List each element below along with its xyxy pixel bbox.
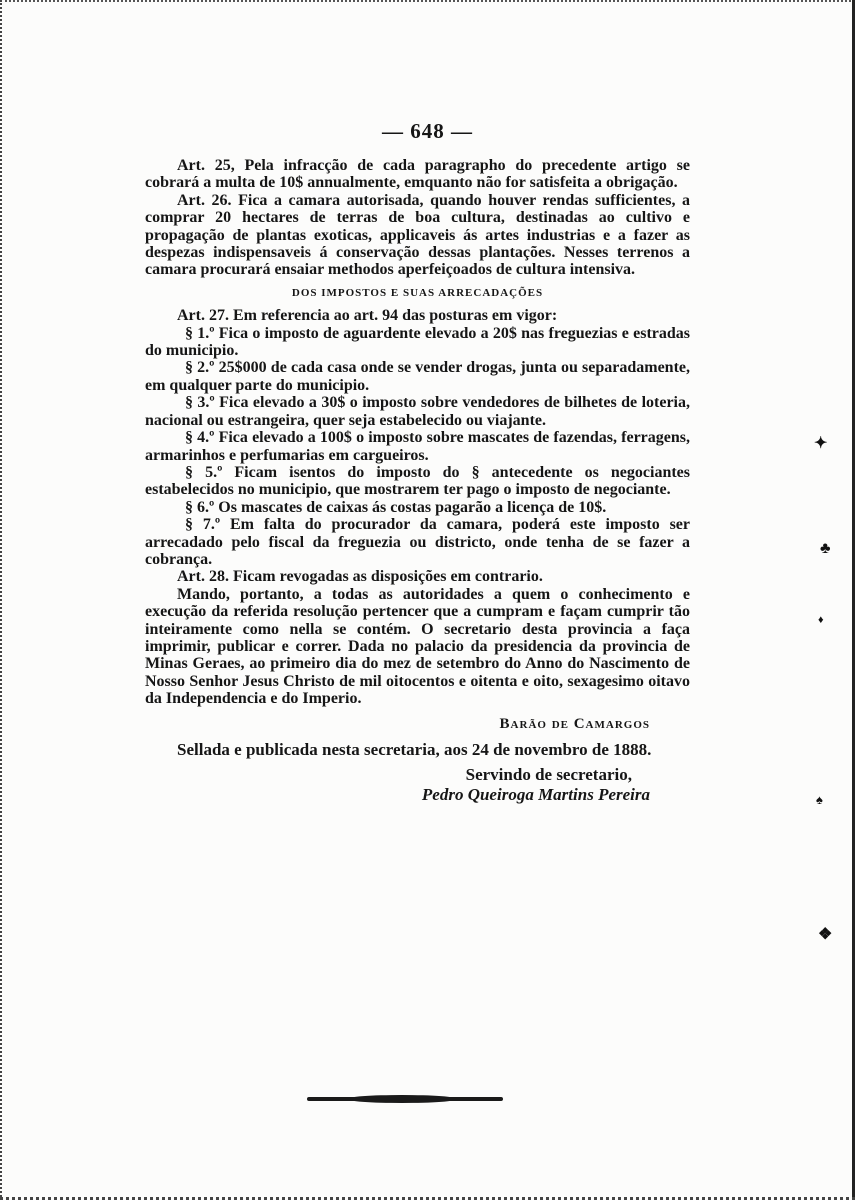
paragraph-7: § 7.º Em falta do procurador da camara, poderá este imposto ser arrecadado pelo fiscal da freguezia ou districto, onde tenha de se fazer a cobrança. — [145, 516, 690, 568]
secretary-name: Pedro Queiroga Martins Pereira — [421, 784, 650, 804]
paragraph-4: § 4.º Fica elevado a 100$ o imposto sobre mascates de fazendas, ferragens, armarinhos e perfumarias em cargueiros. — [145, 429, 690, 464]
page-edge-left — [0, 0, 8, 1200]
margin-ornament-5: ❖ — [818, 926, 833, 943]
margin-ornament-4: ♠ — [816, 792, 823, 807]
margin-ornament-2: ♣ — [820, 540, 831, 557]
paragraph-1: § 1.º Fica o imposto de aguardente elevado a 20$ nas freguezias e estradas do municipio. — [145, 324, 690, 360]
paragraph-5: § 5.º Ficam isentos do imposto do § antecedente os negociantes estabelecidos no municipio, que mostrarem ter pago o imposto de negociante. — [145, 463, 690, 499]
article-28: Art. 28. Ficam revogadas as disposições em contrario. — [177, 568, 543, 586]
publication-line: Sellada e publicada nesta secretaria, aos 24 de novembro de 1888. — [177, 740, 652, 759]
paragraph-2: § 2.º 25$000 de cada casa onde se vender drogas, junta ou separadamente, em qualquer parte do municipio. — [145, 359, 690, 394]
page-edge-right — [838, 0, 855, 1200]
page-edge-bottom — [0, 1189, 855, 1200]
signature-name: Barão de Camargos — [499, 715, 650, 732]
paragraph-3: § 3.º Fica elevado a 30$ o imposto sobre vendedores de bilhetes de loteria, nacional ou estrangeira, quer seja estabelecido ou viajante. — [145, 394, 690, 429]
document-body — [145, 157, 690, 803]
margin-ornament-3: ♦ — [818, 614, 824, 626]
article-26: Art. 26. Fica a camara autorisada, quando houver rendas sufficientes, a comprar 20 hectares de terras de boa cultura, destinadas ao cultivo e propagação de plantas exoticas, applicaveis ás artes industrias e a fazer as despezas indispensaveis á conservação dessas plantações. Nesses terrenos a camara procurará ensaiar methodos aperfeiçoados de cultura intensiva. — [145, 191, 690, 279]
mando-paragraph: Mando, portanto, a todas as autoridades a quem o conhecimento e execução da referida resolução pertencer que a cumpram e façam cumprir tão inteiramente como nella se contém. O secretario desta provincia a faça imprimir, publicar e correr. Dada no palacio da presidencia da provincia de Minas Geraes, ao primeiro dia do mez de setembro do Anno do Nascimento de Nosso Senhor Jesus Christo de mil oitocentos e oitenta e oito, sexagesimo oitavo da Independencia e do Imperio. — [145, 585, 690, 708]
article-25: Art. 25, Pela infracção de cada paragrapho do precedente artigo se cobrará a multa de 10$ annualmente, emquanto não for satisfeita a obrigação. — [145, 157, 690, 192]
serving-line: Servindo de secretario, — [465, 765, 632, 785]
page-edge-top — [0, 0, 855, 8]
paragraph-6: § 6.º Os mascates de caixas ás costas pagarão a licença de 10$. — [185, 498, 607, 516]
section-heading: DOS IMPOSTOS E SUAS ARRECADAÇÕES — [291, 286, 544, 299]
article-27: Art. 27. Em referencia ao art. 94 das posturas em vigor: — [177, 307, 558, 325]
footer-rule — [307, 1097, 503, 1101]
page-number: — 648 — — [382, 119, 473, 143]
margin-ornament-1: ✦ — [814, 435, 828, 452]
